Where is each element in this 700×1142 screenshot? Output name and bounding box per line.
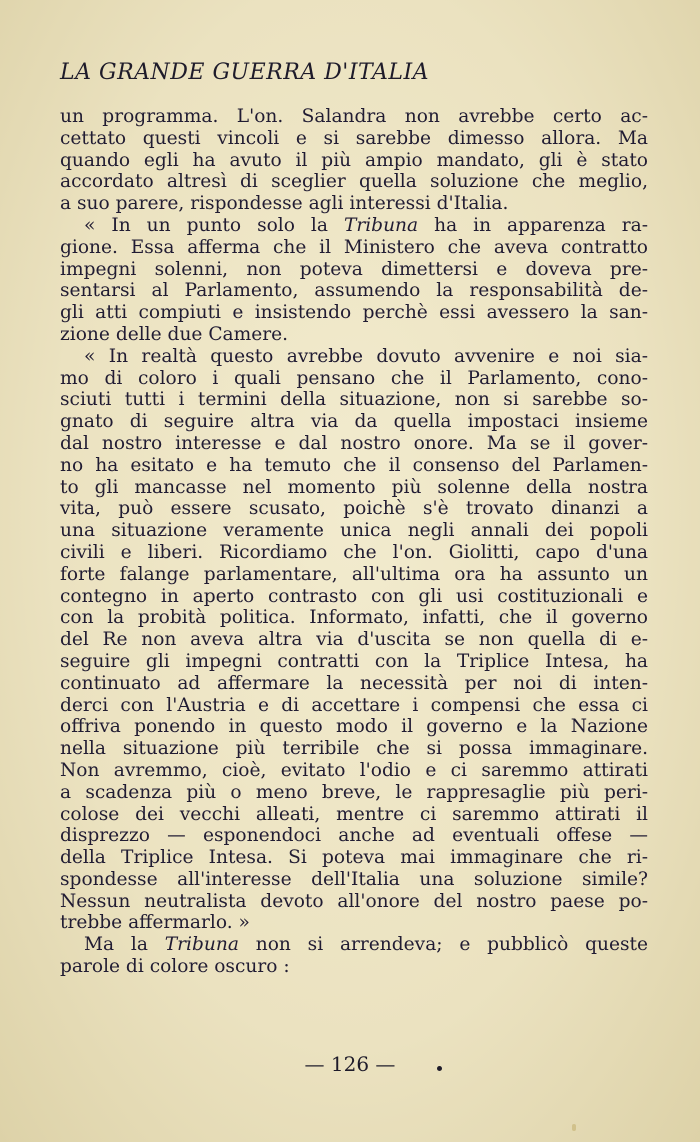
text-line: gione. Essa afferma che il Ministero che aveva contratto	[60, 236, 648, 258]
page-number: — 126 —	[304, 1052, 396, 1076]
body-text	[60, 106, 648, 978]
text-line: con la probità politica. Informato, infatti, che il governo	[60, 607, 648, 629]
newspaper-title: Tribuna	[164, 934, 239, 956]
newspaper-title: Tribuna	[343, 214, 419, 236]
text-line: Non avremmo, cioè, evitato l'odio e ci saremmo attirati	[60, 759, 648, 781]
text-line: trebbe affermarlo. »	[60, 912, 250, 934]
text-line: seguire gli impegni contratti con la Triplice Intesa, ha	[60, 650, 648, 672]
ink-dot	[437, 1066, 442, 1071]
text-line: mo di coloro i quali pensano che il Parlamento, cono-	[60, 367, 648, 389]
text-line: gli atti compiuti e insistendo perchè essi avessero la san-	[60, 302, 648, 324]
text-line: gnato di seguire altra via da quella impostaci insieme	[60, 411, 648, 433]
text-line: parole di colore oscuro :	[60, 956, 290, 978]
text-line: dal nostro interesse e dal nostro onore. Ma se il gover-	[60, 432, 648, 454]
text-line: sciuti tutti i termini della situazione, non si sarebbe so-	[60, 389, 648, 411]
text-line: continuato ad affermare la necessità per noi di inten-	[60, 672, 648, 694]
text-line: derci con l'Austria e di accettare i compensi che essa ci	[60, 694, 648, 716]
text-line: spondesse all'interesse dell'Italia una soluzione simile?	[60, 868, 648, 890]
text-line: « In un punto solo la Tribuna ha in apparenza ra-	[84, 214, 648, 236]
text-line: quando egli ha avuto il più ampio mandato, gli è stato	[60, 149, 648, 171]
text-line: civili e liberi. Ricordiamo che l'on. Giolitti, capo d'una	[60, 541, 648, 563]
text-line: una situazione veramente unica negli annali dei popoli	[60, 520, 648, 542]
text-line: to gli mancasse nel momento più solenne della nostra	[60, 476, 648, 498]
text-line: un programma. L'on. Salandra non avrebbe certo ac-	[60, 106, 648, 127]
paper-speck	[572, 1124, 576, 1131]
text-line: sentarsi al Parlamento, assumendo la responsabilità de-	[60, 280, 648, 302]
text-line: Nessun neutralista devoto all'onore del nostro paese po-	[60, 890, 648, 912]
text-line: offriva ponendo in questo modo il governo e la Nazione	[60, 716, 648, 738]
text-line: zione delle due Camere.	[60, 323, 289, 345]
text-line: impegni solenni, non poteva dimettersi e doveva pre-	[60, 258, 648, 280]
text-line: contegno in aperto contrasto con gli usi costituzionali e	[60, 585, 648, 607]
text-line: a scadenza più o meno breve, le rappresaglie più peri-	[60, 781, 648, 803]
text-line: vita, può essere scusato, poichè s'è trovato dinanzi a	[60, 498, 648, 520]
running-head: LA GRANDE GUERRA D'ITALIA	[60, 60, 430, 85]
text-line: Ma la Tribuna non si arrendeva; e pubblicò queste	[84, 934, 648, 956]
text-line: a suo parere, rispondesse agli interessi d'Italia.	[60, 193, 509, 215]
text-line: nella situazione più terribile che si possa immaginare.	[60, 738, 648, 760]
text-line: accordato altresì di sceglier quella soluzione che meglio,	[60, 171, 648, 193]
text-line: no ha esitato e ha temuto che il consenso del Parlamen-	[60, 454, 648, 476]
text-line: della Triplice Intesa. Si poteva mai immaginare che ri-	[60, 847, 648, 869]
text-line: « In realtà questo avrebbe dovuto avvenire e noi sia-	[84, 345, 648, 367]
text-line: del Re non aveva altra via d'uscita se non quella di e-	[60, 629, 648, 651]
text-line: disprezzo — esponendoci anche ad eventuali offese —	[60, 825, 648, 847]
text-line: colose dei vecchi alleati, mentre ci saremmo attirati il	[60, 803, 648, 825]
text-line: forte falange parlamentare, all'ultima ora ha assunto un	[60, 563, 648, 585]
text-line: cettato questi vincoli e si sarebbe dimesso allora. Ma	[60, 127, 648, 149]
